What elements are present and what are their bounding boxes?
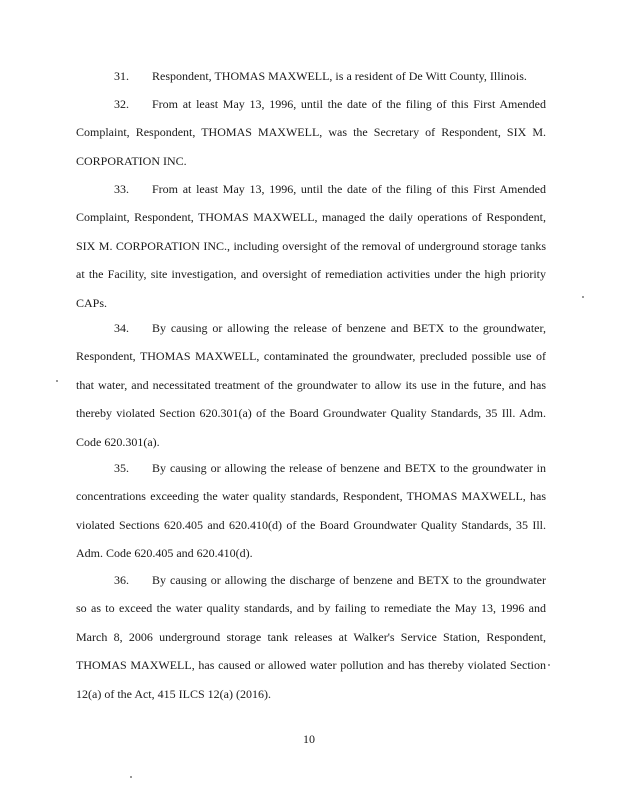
scan-speck xyxy=(56,380,58,382)
paragraph-36 xyxy=(76,566,546,708)
paragraph-text: Respondent, THOMAS MAXWELL, is a resident of De Witt County, Illinois. xyxy=(152,69,527,83)
paragraph-31 xyxy=(76,62,546,90)
page-number: 10 xyxy=(303,732,315,746)
scan-speck xyxy=(130,776,132,778)
paragraph-number: 31. xyxy=(114,69,129,83)
paragraph-text: From at least May 13, 1996, until the date of the filing of this First Amended Complaint, Respondent, THOMAS MAXWELL, managed the daily operations of Respondent, SIX M. CORPORATION INC., including oversight of the removal of underground storage tanks at the Facility, site investigation, and oversight of remediation activities under the high priority CAPs. xyxy=(76,182,546,310)
paragraph-number: 36. xyxy=(114,573,129,587)
paragraph-text: From at least May 13, 1996, until the date of the filing of this First Amended Complaint, Respondent, THOMAS MAXWELL, was the Secretary of Respondent, SIX M. CORPORATION INC. xyxy=(76,97,546,168)
paragraph-number: 35. xyxy=(114,461,129,475)
paragraph-number: 34. xyxy=(114,321,129,335)
paragraph-number: 32. xyxy=(114,97,129,111)
paragraph-text: By causing or allowing the release of benzene and BETX to the groundwater, Respondent, THOMAS MAXWELL, contaminated the groundwater, precluded possible use of that water, and necessitated treatment of the groundwater to allow its use in the future, and has thereby violated Section 620.301(a) of the Board Groundwater Quality Standards, 35 Ill. Adm. Code 620.301(a). xyxy=(76,321,546,449)
paragraph-33 xyxy=(76,175,546,317)
scan-speck xyxy=(582,296,584,298)
paragraph-text: By causing or allowing the discharge of benzene and BETX to the groundwater so as to exceed the water quality standards, and by failing to remediate the May 13, 1996 and March 8, 2006 underground storage tank releases at Walker's Service Station, Respondent, THOMAS MAXWELL, has caused or allowed water pollution and has thereby violated Section 12(a) of the Act, 415 ILCS 12(a) (2016). xyxy=(76,573,546,701)
scan-speck xyxy=(548,664,550,666)
paragraph-35 xyxy=(76,454,546,568)
paragraph-32 xyxy=(76,90,546,175)
paragraph-text: By causing or allowing the release of benzene and BETX to the groundwater in concentrations exceeding the water quality standards, Respondent, THOMAS MAXWELL, has violated Sections 620.405 and 620.410(d) of the Board Groundwater Quality Standards, 35 Ill. Adm. Code 620.405 and 620.410(d). xyxy=(76,461,546,561)
paragraph-number: 33. xyxy=(114,182,129,196)
paragraph-34 xyxy=(76,314,546,456)
